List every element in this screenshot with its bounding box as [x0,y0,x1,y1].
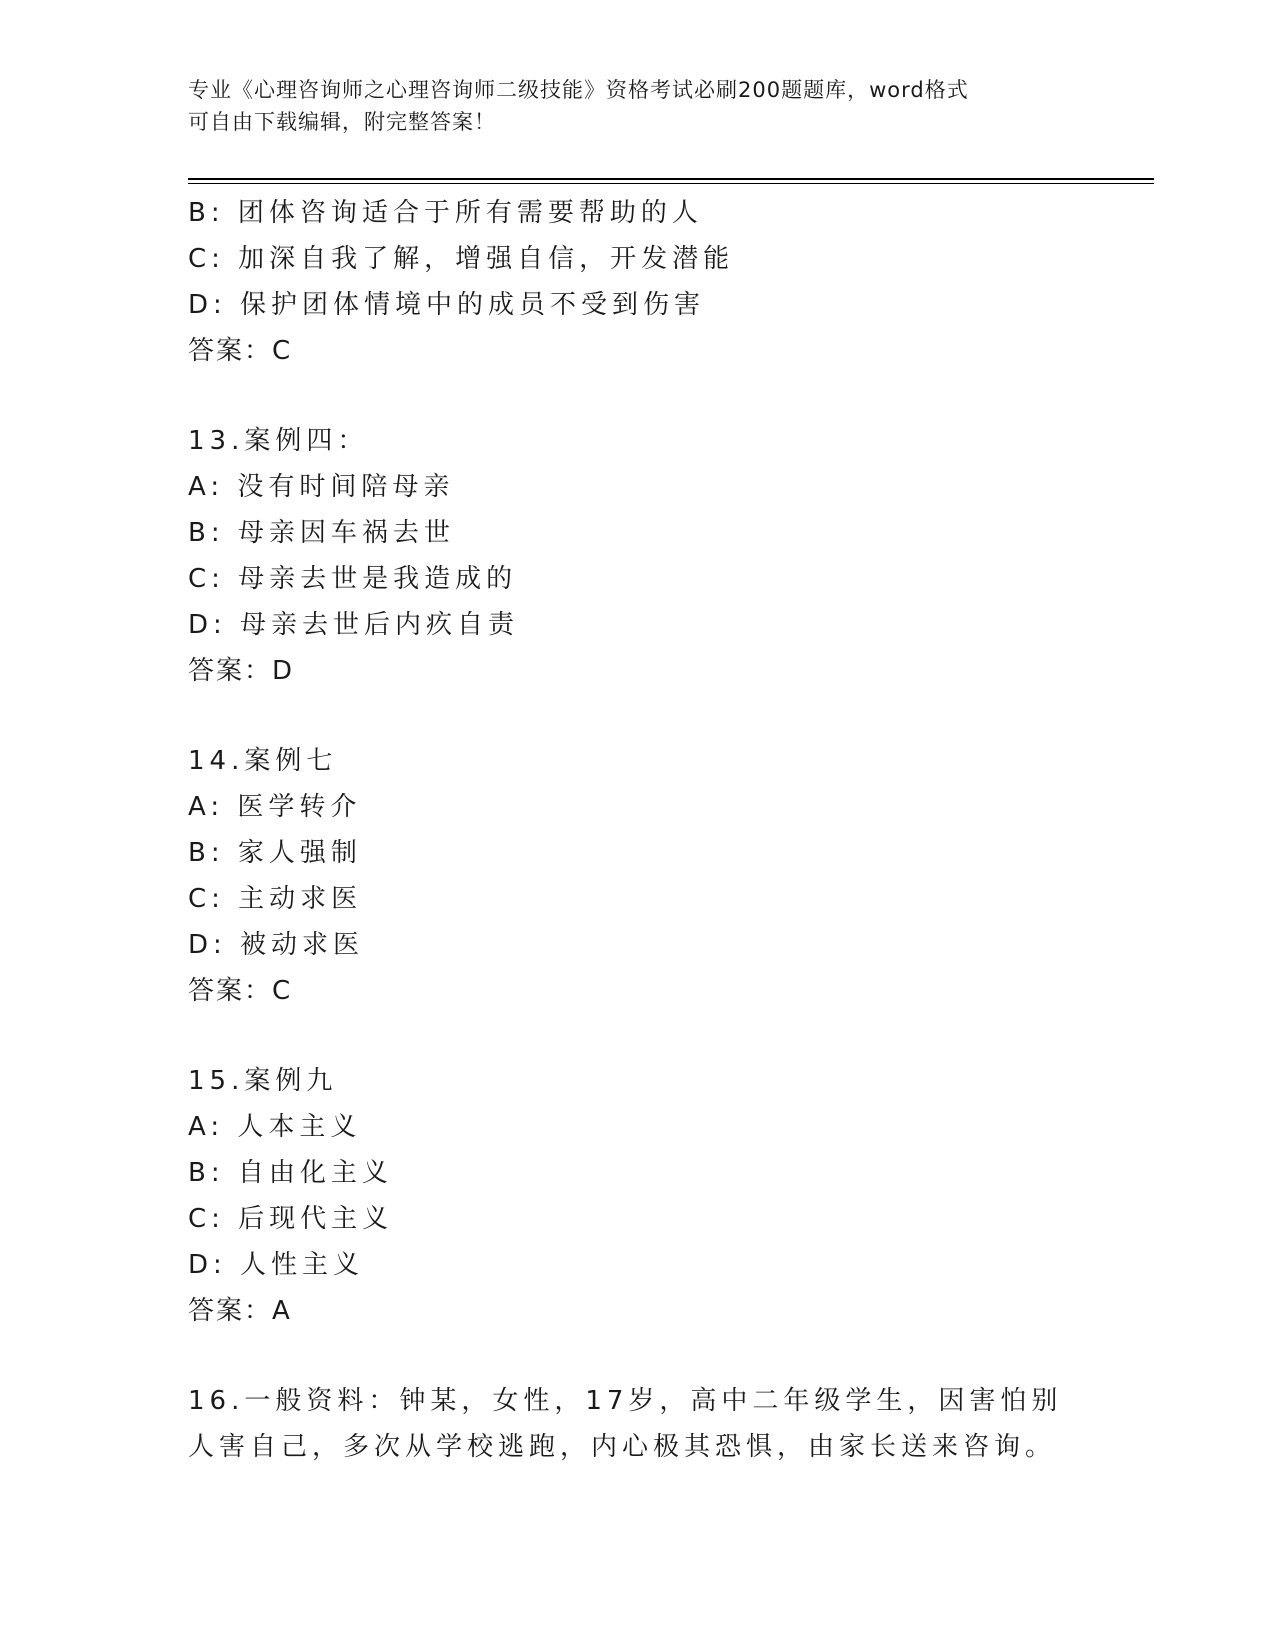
q14-option-d: D: 被动求医 [188,930,365,960]
q13-answer: 答案：D [188,656,295,686]
q15-answer: 答案：A [188,1296,292,1326]
spacer [188,1014,1088,1058]
q13-option-c: C: 母亲去世是我造成的 [188,564,518,594]
q13-option-b: B: 母亲因车祸去世 [188,518,455,548]
spacer [188,694,1088,738]
question-15-block [188,1058,1088,1334]
q15-option-a: A: 人本主义 [188,1112,362,1142]
q14-option-c: C: 主动求医 [188,884,363,914]
q12-answer: 答案：C [188,336,293,366]
q16-stem: 16.一般资料：钟某，女性，17岁，高中二年级学生，因害怕别人害自己，多次从学校逃跑，内心极其恐惧，由家长送来咨询。 [188,1386,1063,1462]
question-13-block [188,418,1088,694]
q15-option-d: D: 人性主义 [188,1250,365,1280]
question-12-block [188,190,1088,374]
q14-option-b: B: 家人强制 [188,838,362,868]
q14-answer: 答案：C [188,976,293,1006]
spacer [188,1334,1088,1378]
q13-option-d: D: 母亲去世后内疚自责 [188,610,520,640]
q13-stem: 13.案例四： [188,426,369,456]
q12-option-b: B: 团体咨询适合于所有需要帮助的人 [188,198,703,228]
header-divider-thin [188,183,1154,184]
spacer [188,374,1088,418]
q15-stem: 15.案例九 [188,1066,338,1096]
question-content [188,190,1088,1470]
header-line-1: 专业《心理咨询师之心理咨询师二级技能》资格考试必刷200题题库，word格式 [188,78,969,102]
q12-option-d: D: 保护团体情境中的成员不受到伤害 [188,290,706,320]
header-line-2: 可自由下载编辑，附完整答案！ [188,110,496,134]
document-header [188,74,1088,138]
q12-option-c: C: 加深自我了解，增强自信，开发潜能 [188,244,735,274]
header-divider-thick [188,178,1154,180]
q14-option-a: A: 医学转介 [188,792,362,822]
q15-option-c: C: 后现代主义 [188,1204,394,1234]
question-16-block [188,1378,1088,1470]
q13-option-a: A: 没有时间陪母亲 [188,472,455,502]
q14-stem: 14.案例七 [188,746,338,776]
question-14-block [188,738,1088,1014]
q15-option-b: B: 自由化主义 [188,1158,393,1188]
